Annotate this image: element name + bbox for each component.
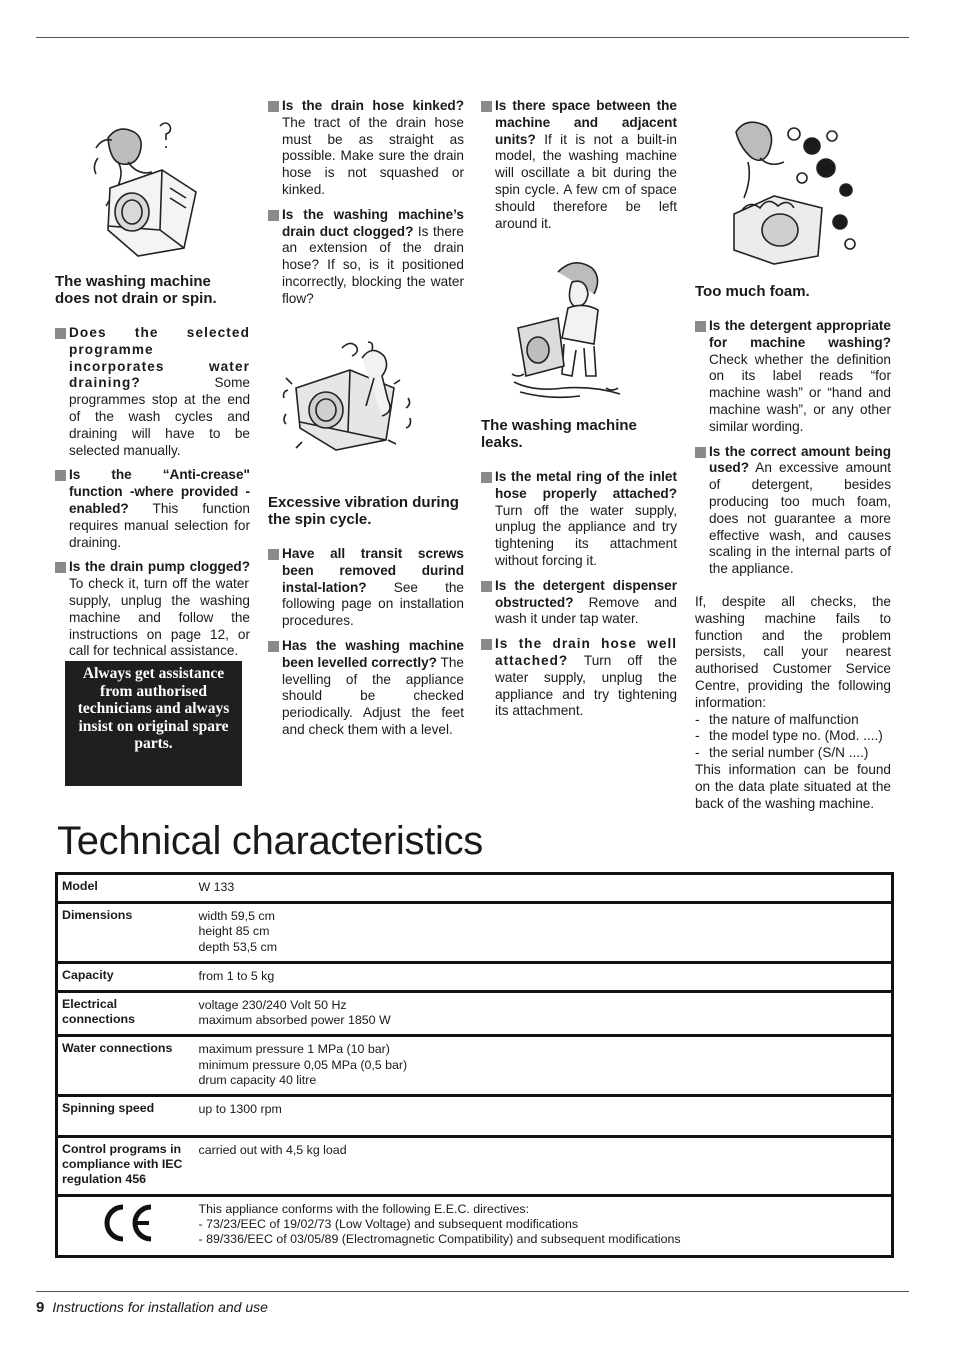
bullet-square-icon	[481, 101, 492, 112]
info-list-item: - the serial number (S/N ....)	[695, 745, 869, 761]
checklist-item: Is the drain pump clogged? To check it, turn off the water supply, unplug the washing machine and follow the instructions on page 12, or call for technical assistance.	[55, 559, 250, 660]
table-row	[57, 903, 893, 963]
spec-value: W 133	[198, 880, 235, 894]
column-drain	[55, 273, 250, 668]
spec-value: width 59,5 cm height 85 cm depth 53,5 cm	[196, 903, 893, 963]
woman-with-foam-illustration	[722, 118, 858, 266]
table-row	[57, 1137, 893, 1196]
bottom-rule	[36, 1291, 909, 1292]
section-heading-drain: The washing machine does not drain or spin.	[55, 273, 217, 307]
bullet-square-icon	[481, 472, 492, 483]
spec-value: from 1 to 5 kg	[196, 962, 893, 991]
section-heading-leaks: The washing machine leaks.	[481, 417, 637, 451]
table-row	[57, 962, 893, 991]
closing-paragraph: This information can be found on the data plate situated at the back of the washing machine.	[695, 761, 891, 811]
page-number: 9	[36, 1299, 45, 1316]
spec-label: Control programs in compliance with IEC regulation 456	[57, 1137, 196, 1196]
bullet-square-icon	[695, 447, 706, 458]
checklist-item: Is there space between the machine and adjacent units? If it is not a built-in model, the washing machine will oscillate a bit during the spin cycle. A few cm of space should therefore be left around it.	[481, 98, 677, 232]
table-row	[57, 1096, 893, 1137]
checklist-item: Is the metal ring of the inlet hose properly attached? Turn off the water supply, unplug the appliance and try tightening its attachment without forcing it.	[481, 469, 677, 570]
bullet-square-icon	[695, 321, 706, 332]
bullet-square-icon	[268, 549, 279, 560]
spec-label: Water connections	[57, 1036, 196, 1096]
spec-value: maximum pressure 1 MPa (10 bar) minimum pressure 0,05 MPa (0,5 bar) drum capacity 40 litre	[196, 1036, 893, 1096]
confused-woman-washing-machine-illustration	[78, 118, 200, 258]
spec-label: Dimensions	[57, 903, 196, 963]
technical-spec-table	[55, 872, 894, 1258]
info-list-item: - the model type no. (Mod. ....)	[695, 728, 883, 744]
bullet-square-icon	[481, 639, 492, 650]
spec-value: carried out with 4,5 kg load	[196, 1137, 893, 1196]
spec-value: voltage 230/240 Volt 50 Hz maximum absorbed power 1850 W	[196, 992, 893, 1036]
bullet-square-icon	[55, 470, 66, 481]
ce-mark-cell	[57, 1195, 196, 1257]
table-row	[57, 1195, 893, 1257]
man-with-leaking-machine-illustration	[510, 256, 630, 404]
spec-label: Spinning speed	[57, 1096, 196, 1137]
spec-label: Capacity	[57, 962, 196, 991]
table-row	[57, 992, 893, 1036]
spec-label: Model	[62, 879, 98, 893]
checklist-item: Is the drain hose kinked? The tract of the drain hose must be as straight as possible. Make sure the drain hose is not squashed or kinked.	[268, 98, 464, 199]
bullet-square-icon	[481, 581, 492, 592]
info-list-item: - the nature of malfunction	[695, 711, 859, 727]
checklist-item: Is the correct amount being used? An excessive amount of detergent, besides producing too much foam, does not guarantee a more effective wash, and causes scaling in the internal parts of the appliance.	[695, 444, 891, 578]
checklist-item: Is the detergent dispenser obstructed? Remove and wash it under tap water.	[481, 578, 677, 628]
column-space	[481, 98, 677, 240]
section-title: Technical characteristics	[57, 819, 483, 863]
checklist-item: Does the selected programme incorporates water draining? Some programmes stop at the end of the wash cycles and draining will have to be selected manually.	[55, 325, 250, 459]
spare-parts-callout: Always get assistance from authorised technicians and always insist on original spare parts.	[65, 661, 242, 786]
spec-value: up to 1300 rpm	[196, 1096, 893, 1137]
service-paragraph: If, despite all checks, the washing machine fails to function and the problem persists, call your nearest authorised Customer Service Centre, providing the following information:	[695, 593, 891, 710]
table-row	[57, 874, 893, 903]
bullet-square-icon	[55, 328, 66, 339]
footer-text: Instructions for installation and use	[52, 1299, 268, 1315]
section-heading-foam: Too much foam.	[695, 283, 810, 300]
spec-value: This appliance conforms with the following E.E.C. directives: - 73/23/EEC of 19/02/73 (Low Voltage) and subsequent modifications - 89/336/EEC of 03/05/89 (Electromagnetic Compatibility) and subsequent modifications	[196, 1195, 893, 1257]
top-rule	[36, 37, 909, 38]
checklist-item: Is the washing machine’s drain duct clogged? Is there an extension of the drain hose? If so, is it positioned incorrectly, blocking the water flow?	[268, 207, 464, 308]
ce-mark-icon	[97, 1201, 157, 1245]
checklist-item: Is the drain hose well attached? Turn off the water supply, unplug the appliance and try tightening its attachment.	[481, 636, 677, 720]
bullet-square-icon	[268, 641, 279, 652]
vibrating-washing-machine-illustration	[282, 338, 414, 456]
checklist-item: Is the “Anti-crease" function -where provided - enabled? This function requires manual selection for draining.	[55, 467, 250, 551]
column-foam	[695, 283, 891, 820]
spec-label: Electrical connections	[57, 992, 196, 1036]
section-heading-vibration: Excessive vibration during the spin cycle.	[268, 494, 459, 528]
column-leaks	[481, 417, 677, 728]
table-row	[57, 1036, 893, 1096]
bullet-square-icon	[268, 101, 279, 112]
checklist-item: Have all transit screws been removed durind instal-lation? See the following page on installation procedures.	[268, 546, 464, 630]
checklist-item: Is the detergent appropriate for machine washing? Check whether the definition on its label reads “for machine wash” or “hand and machine wash”, or any other similar wording.	[695, 318, 891, 436]
column-drain-hose	[268, 98, 464, 316]
bullet-square-icon	[268, 210, 279, 221]
checklist-item: Has the washing machine been levelled correctly? The levelling of the appliance should be checked periodically. Adjust the feet and check them with a level.	[268, 638, 464, 739]
page-footer	[36, 1298, 268, 1317]
column-vibration	[268, 494, 464, 747]
bullet-square-icon	[55, 562, 66, 573]
